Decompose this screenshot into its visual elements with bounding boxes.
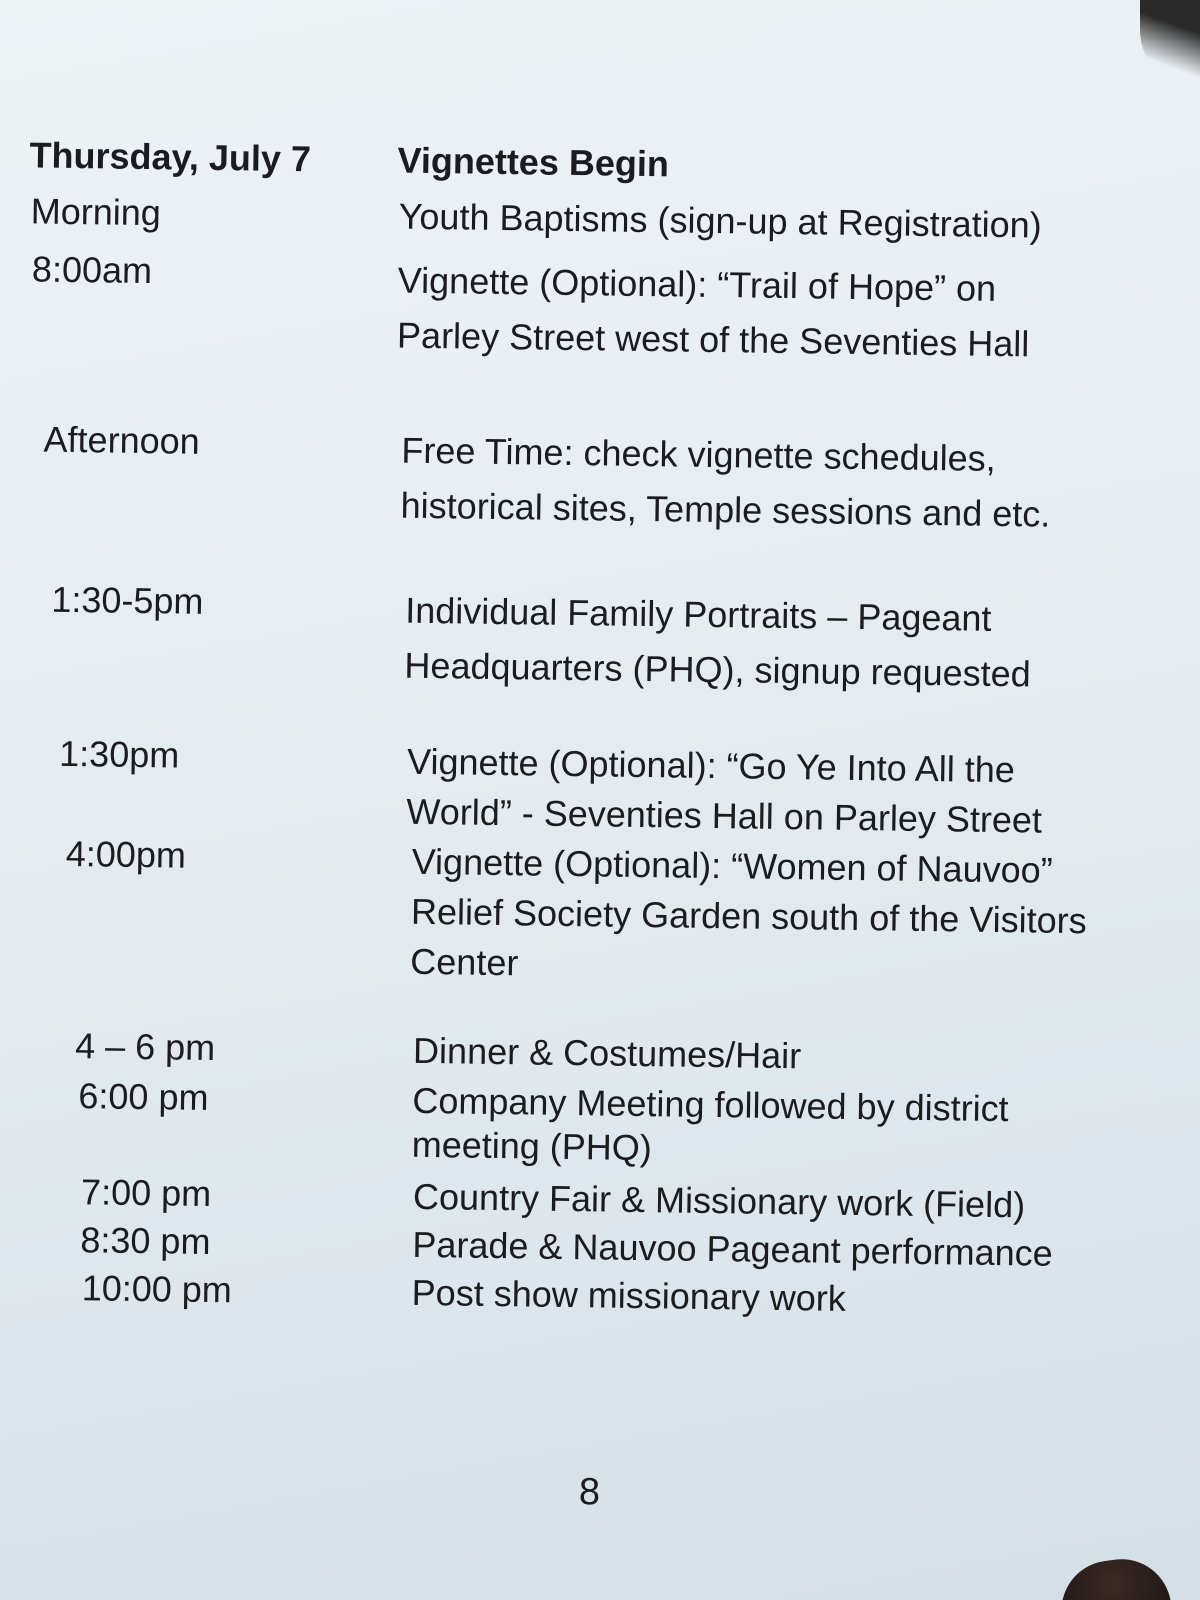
entry-description: Country Fair & Missionary work (Field) [412,1175,1026,1226]
entry-description: Free Time: check vignette schedules, historical sites, Temple sessions and etc. [400,429,1051,535]
entry-description: Parade & Nauvoo Pageant performance [412,1223,1054,1274]
schedule-header [8,133,1200,185]
entry-time: 4 – 6 pm [74,1025,216,1069]
entry-description: Post show missionary work [411,1271,847,1319]
schedule-entry [7,189,1200,246]
entry-time: 8:30 pm [80,1219,211,1263]
entry-time: 1:30-5pm [51,578,204,622]
entry-time: 10:00 pm [81,1267,233,1311]
entry-time: 6:00 pm [78,1075,209,1118]
entry-time: Afternoon [43,418,200,462]
day-label: Thursday, July 7 [29,134,312,180]
entry-description: Dinner & Costumes/Hair [412,1029,802,1077]
entry-description: Vignette (Optional): “Women of Nauvoo” Relief Society Garden south of the Visitors Center [410,840,1087,984]
entry-time: 7:00 pm [80,1171,212,1215]
section-heading: Vignettes Begin [397,139,670,185]
entry-description: Youth Baptisms (sign-up at Registration) [398,195,1042,246]
schedule-entry [2,577,1200,695]
entry-time: 8:00am [31,248,153,292]
entry-description: Vignette (Optional): “Go Ye Into All the World” - Seventies Hall on Parley Street [406,740,1043,841]
schedule-entry [6,247,1200,365]
schedule-entry [4,417,1200,535]
entry-time: 1:30pm [58,732,180,776]
page-number: 8 [578,1471,601,1514]
entry-description: Individual Family Portraits – Pageant Headquarters (PHQ), signup requested [404,589,1032,695]
entry-time: 4:00pm [65,832,187,876]
entry-description: Company Meeting followed by district meeting (PHQ) [411,1079,1009,1169]
entry-time: Morning [30,190,162,234]
schedule-entry [0,731,1199,841]
entry-description: Vignette (Optional): “Trail of Hope” on Parley Street west of the Seventies Hall [396,259,1030,365]
schedule-entry [0,1023,1195,1077]
